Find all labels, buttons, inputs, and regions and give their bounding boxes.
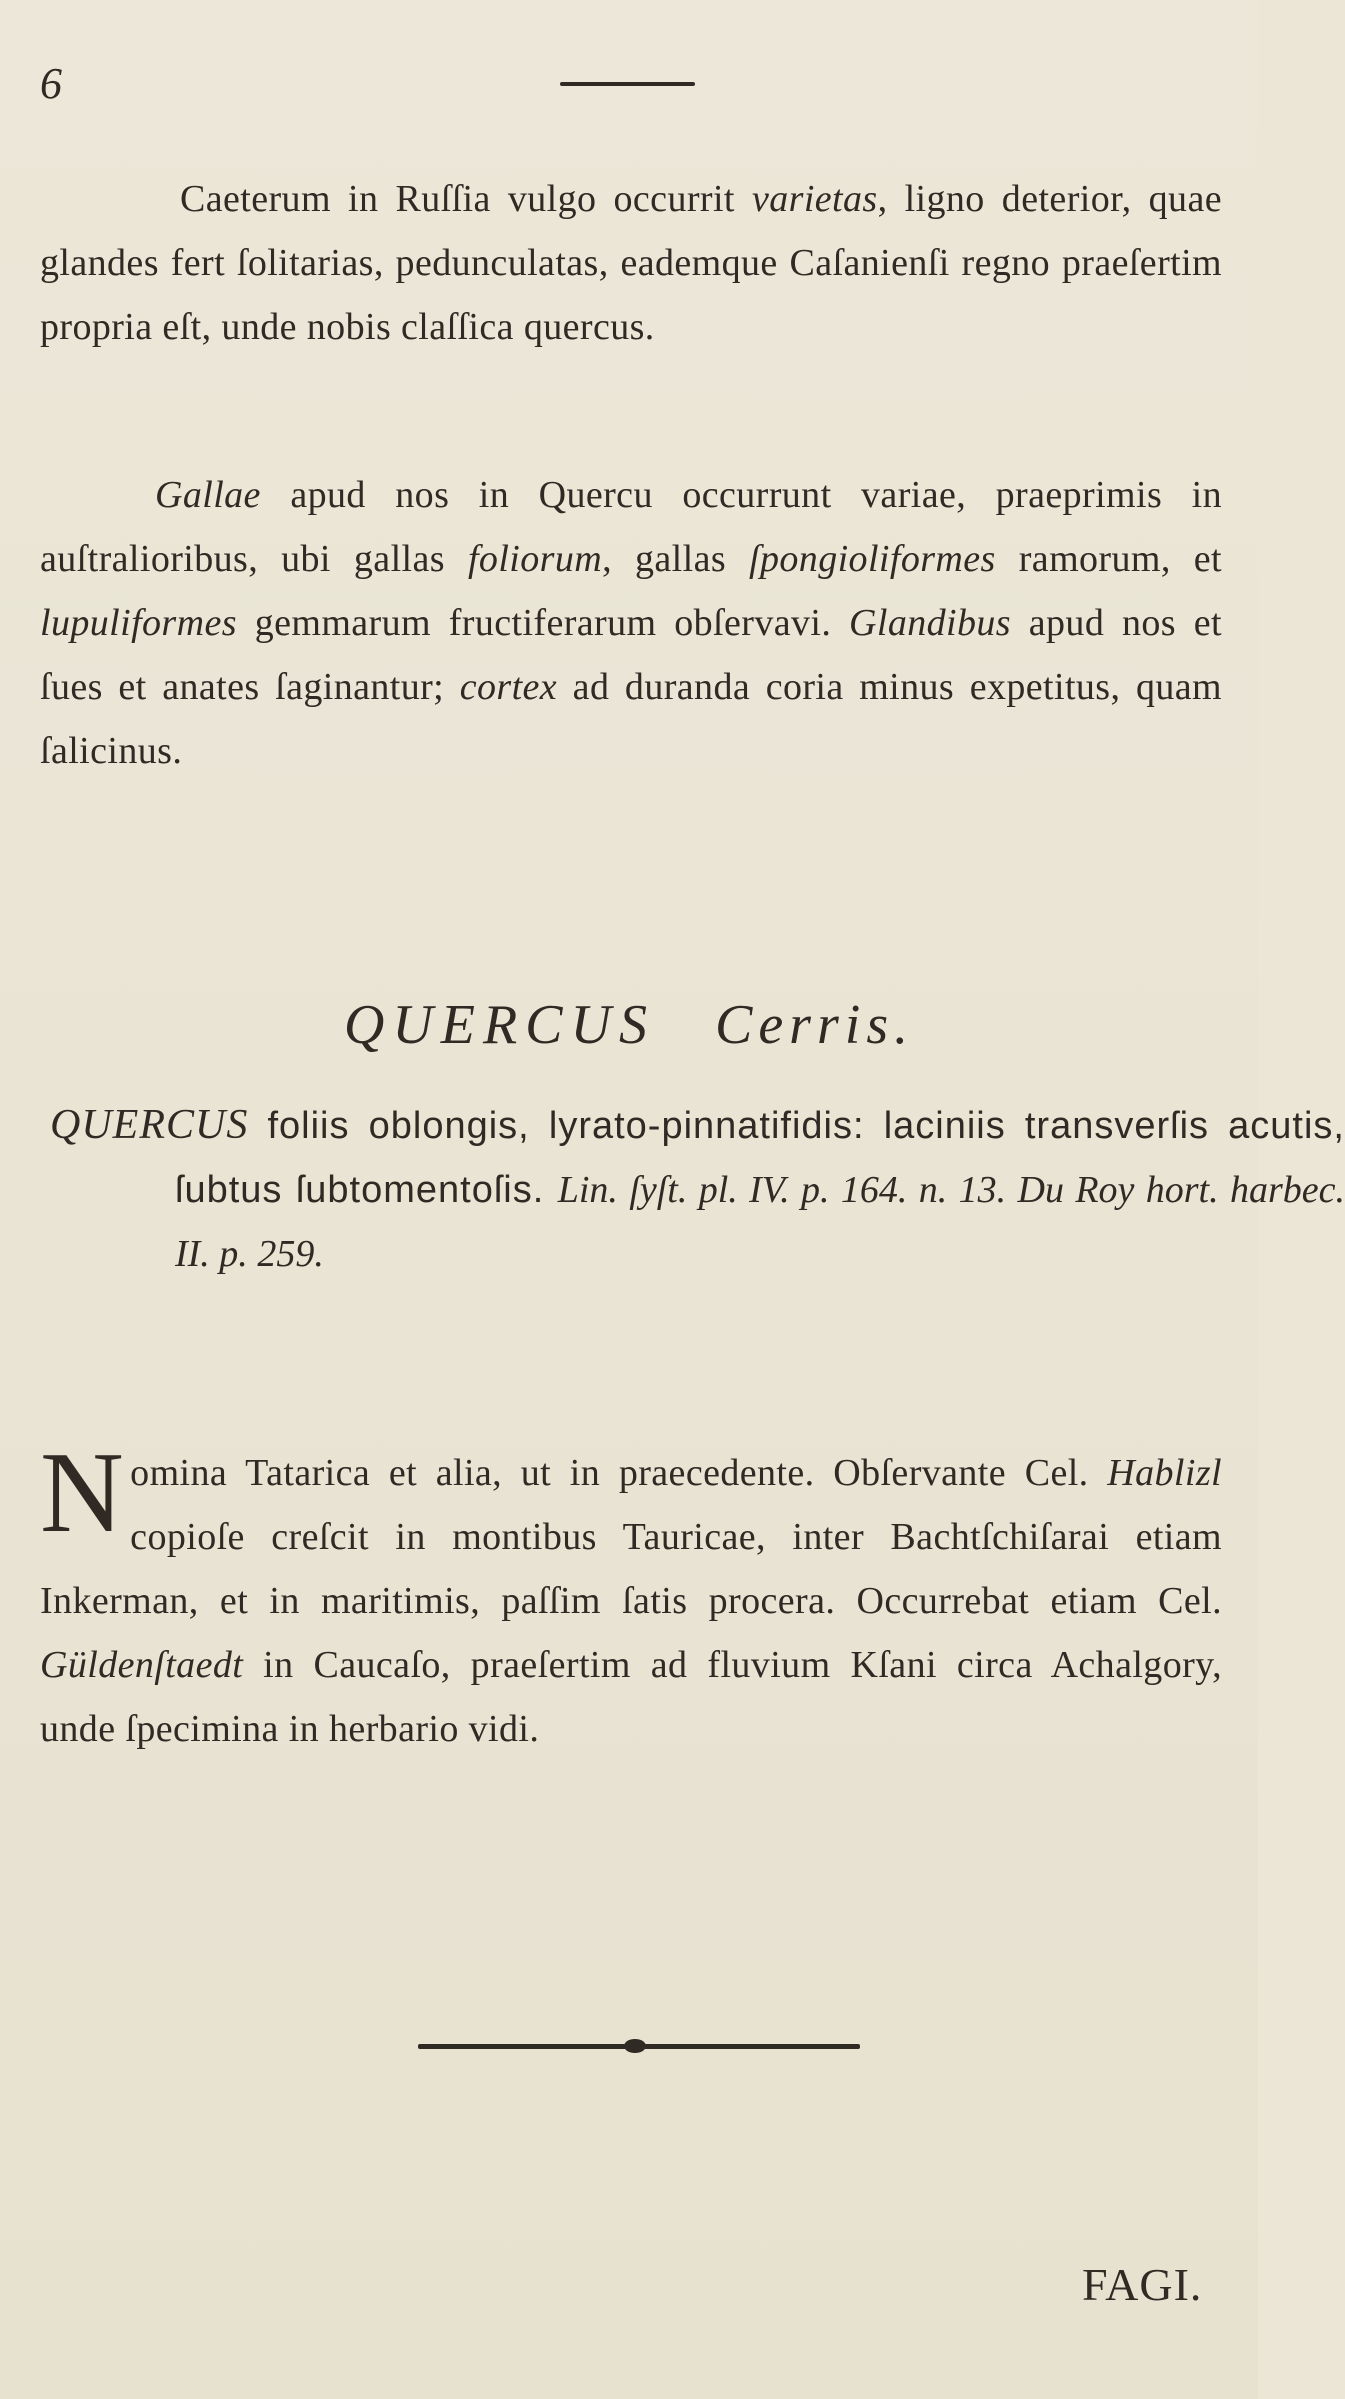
species-diagnosis: QUERCUS foliis oblongis, lyrato-pinnatifidis: laciniis transverſis acutis, ſubtus ſubtomentoſis. Lin. ſyſt. pl. IV. p. 164. n. 13. Du Roy hort. harbec. II. p. 259. <box>50 1102 1345 1275</box>
header-rule <box>560 82 695 86</box>
species-genus: QUERCUS <box>343 994 655 1056</box>
species-epithet: Cerris. <box>714 994 915 1056</box>
species-heading <box>0 993 1258 1057</box>
paragraph-gallae: Gallae apud nos in Quercu occurrunt variae, praeprimis in auſtralioribus, ubi gallas foliorum, gallas ſpongioliformes ramorum, et lupuliformes gemmarum fructiferarum obſervavi. Glandibus apud nos et ſues et anates ſaginantur; cortex ad duranda coria minus expetitus, quam ſalicinus. <box>40 474 1222 772</box>
paragraph-varietas: Caeterum in Ruſſia vulgo occurrit varietas, ligno deterior, quae glandes fert ſolitarias, pedunculatas, eademque Caſanienſi regno praeſertim propria eſt, unde nobis claſſica quercus. <box>40 178 1222 348</box>
paragraph-nomina: Nomina Tatarica et alia, ut in praecedente. Obſervante Cel. Hablizl copioſe creſcit in montibus Tauricae, inter Bachtſchiſarai etiam Inkerman, et in maritimis, paſſim ſatis procera. Occurrebat etiam Cel. Güldenſtaedt in Caucaſo, praeſertim ad fluvium Kſani circa Achalgory, unde ſpecimina in herbario vidi. <box>40 1429 1222 1750</box>
footer-rule-ornament <box>624 2039 646 2053</box>
drop-cap: N <box>40 1429 125 1557</box>
page-number: 6 <box>40 59 62 108</box>
catchword: FAGI. <box>1082 2259 1203 2310</box>
